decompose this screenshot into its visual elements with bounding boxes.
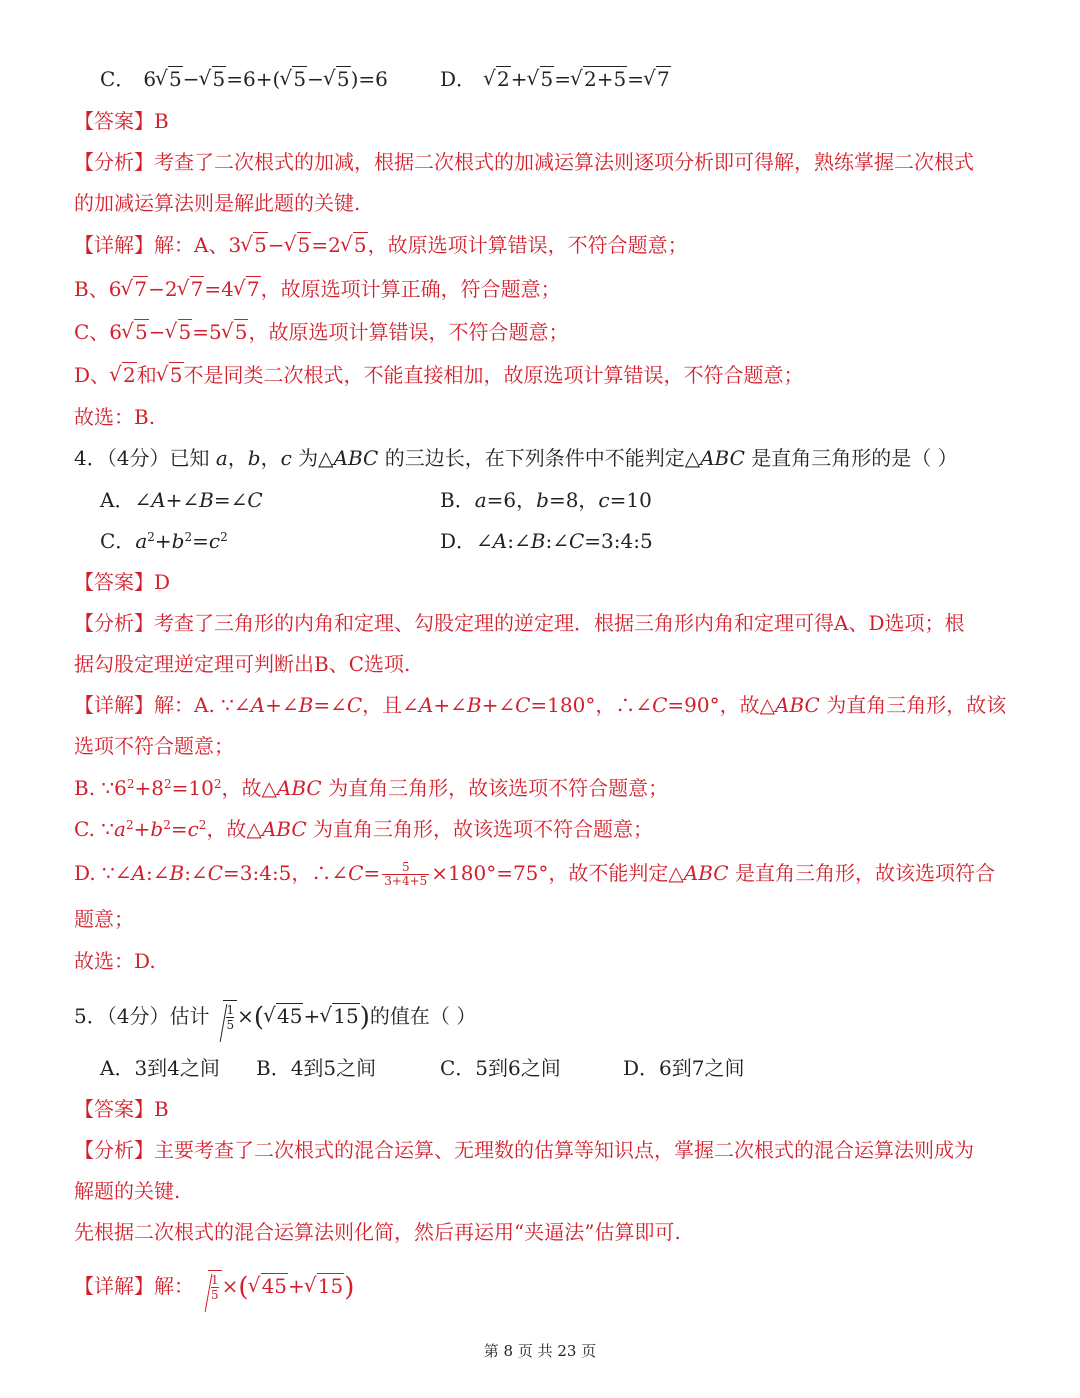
- q5-detail: 【详解】解： $\frac{1}{5}$ ×(√ 45+√ 15): [74, 1270, 354, 1305]
- q3-detail-d: D、√ 2和√ 5不是同类二次根式，不能直接相加，故原选项计算错误，不符合题意；: [74, 362, 804, 388]
- q4-detail-c: C. $\because a^2+b^2=c^2$，故△ABC 为直角三角形，故该选项不符合题意；: [74, 817, 654, 841]
- q3-choose: 故选：B.: [74, 405, 156, 429]
- q3-answer: 【答案】B: [74, 109, 169, 133]
- q4-choose: 故选：D.: [74, 949, 156, 973]
- q4-option-b: B．a=6，b=8，c=10: [440, 488, 652, 512]
- q4-detail-b: B. $\because 6^2+8^2=10^2$，故△ABC 为直角三角形，故该选项不符合题意；: [74, 776, 669, 800]
- q5-option-a: A．3到4之间: [100, 1056, 220, 1080]
- q4-detail-d-line2: 题意；: [74, 907, 134, 931]
- q5-analysis-line2: 解题的关键.: [74, 1179, 181, 1203]
- q5-analysis-line3: 先根据二次根式的混合运算法则化简，然后再运用“夹逼法”估算即可.: [74, 1220, 681, 1244]
- fraction: $\frac{5}{3+4+5}$: [384, 860, 428, 888]
- q5-answer: 【答案】B: [74, 1097, 169, 1121]
- q3-detail-c: C、6√ 5−√ 5=5√ 5，故原选项计算错误，不符合题意；: [74, 319, 568, 345]
- q4-option-c: C．$a^2+b^2=c^2$: [100, 529, 228, 553]
- q3-detail-b: B、6√ 7−2√ 7=4√ 7，故原选项计算正确，符合题意；: [74, 276, 561, 302]
- q5-option-d: D．6到7之间: [623, 1056, 745, 1080]
- q3-option-d: D．√ 2+√ 5=√ 2+5=√ 7: [440, 66, 671, 92]
- q4-option-d: D．∠A:∠B:∠C=3:4:5: [440, 529, 653, 553]
- q4-answer: 【答案】D: [74, 570, 171, 594]
- q4-detail-a-line2: 选项不符合题意；: [74, 734, 234, 758]
- page-footer: 第 8 页 共 23 页: [483, 1342, 597, 1360]
- q5-option-c: C．5到6之间: [440, 1056, 561, 1080]
- q4-stem: 4．（4分）已知 a，b，c 为△ABC 的三边长，在下列条件中不能判定△ABC 是直角三角形的是（ ）: [74, 446, 958, 470]
- q3-detail-a: 【详解】解：A、3√ 5−√ 5=2√ 5，故原选项计算错误，不符合题意；: [74, 232, 688, 258]
- q4-detail-a-line1: 【详解】解：A. ∵∠A+∠B=∠C，且∠A+∠B+∠C=180°，∴∠C=90°，故△ABC 为直角三角形，故该: [74, 693, 1007, 717]
- q5-stem: 5．（4分）估计 $\frac{1}{5}$ ×(√ 45+√ 15)的值在（ ）: [74, 1000, 476, 1035]
- q5-option-b: B．4到5之间: [256, 1056, 377, 1080]
- q4-option-a: A．∠A+∠B=∠C: [100, 488, 263, 512]
- q3-analysis-line2: 的加减运算法则是解此题的关键.: [74, 191, 361, 215]
- q3-analysis-line1: 【分析】考查了二次根式的加减，根据二次根式的加减运算法则逐项分析即可得解，熟练掌握二次根式: [74, 150, 974, 174]
- q3-option-c: C． 6√ 5−√ 5=6+(√ 5−√ 5)=6: [100, 66, 388, 92]
- q4-analysis-line2: 据勾股定理逆定理可判断出B、C选项.: [74, 652, 411, 676]
- q5-analysis-line1: 【分析】主要考查了二次根式的混合运算、无理数的估算等知识点，掌握二次根式的混合运算法则成为: [74, 1138, 974, 1162]
- q4-analysis-line1: 【分析】考查了三角形的内角和定理、勾股定理的逆定理．根据三角形内角和定理可得A、D选项；根: [74, 611, 965, 635]
- q4-detail-d-line1: D. ∵∠A:∠B:∠C=3:4:5，∴∠C= $\frac{5}{3+4+5}$ ×180°=75°，故不能判定△ABC 是直角三角形，故该选项符合: [74, 860, 995, 888]
